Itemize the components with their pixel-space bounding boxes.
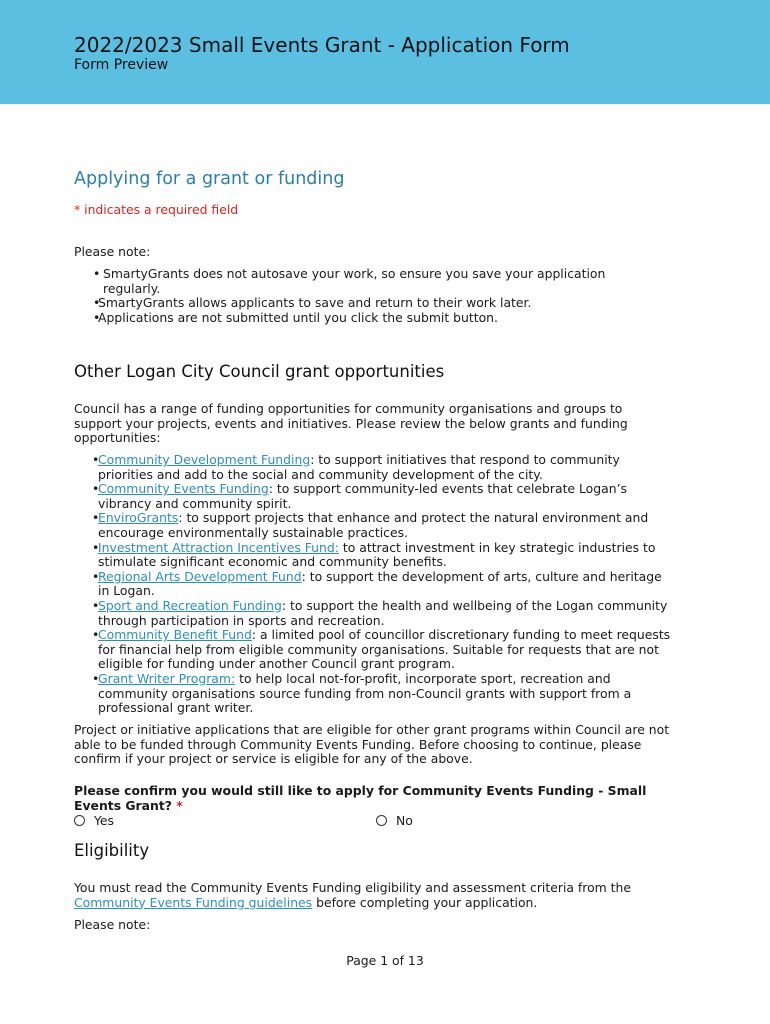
envirogrants-link[interactable]: EnviroGrants <box>98 510 179 526</box>
radio-no[interactable] <box>376 813 413 828</box>
note-item: • Applications are not submitted until you click the submit button. <box>74 311 664 326</box>
form-header <box>0 0 770 104</box>
section-heading-other-grants: Other Logan City Council grant opportunities <box>74 362 445 381</box>
note-item: • SmartyGrants allows applicants to save and return to their work later. <box>74 296 664 311</box>
radio-yes[interactable] <box>74 813 114 828</box>
grant-item-envirogrants: • EnviroGrants: to support projects that enhance and protect the natural environment and encourage environmentally sustainable practices. <box>74 511 674 540</box>
radio-no-circle[interactable] <box>376 815 387 826</box>
eligibility-text: You must read the Community Events Funding eligibility and assessment criteria from the Community Events Funding guidelines before completing your application. <box>74 880 632 910</box>
other-grants-intro: Council has a range of funding opportunities for community organisations and groups to support your projects, events and initiatives. Please review the below grants and funding opportunities: <box>74 401 628 446</box>
note-item: • SmartyGrants does not autosave your work, so ensure you save your application regularly. <box>74 267 664 296</box>
form-subtitle: Form Preview <box>74 57 169 73</box>
please-note-label: Please note: <box>74 244 151 259</box>
grant-opportunities-list <box>74 453 674 716</box>
form-title: 2022/2023 Small Events Grant - Application Form <box>74 33 570 57</box>
radio-no-label: No <box>396 813 413 828</box>
grant-item-community-development: • Community Development Funding: to support initiatives that respond to community priorities and add to the social and community development of the city. <box>74 453 674 482</box>
investment-attraction-link[interactable]: Investment Attraction Incentives Fund: <box>98 539 339 555</box>
required-field-note: * indicates a required field <box>74 202 239 217</box>
radio-yes-circle[interactable] <box>74 815 85 826</box>
grant-item-regional-arts: • Regional Arts Development Fund: to support the development of arts, culture and heritage in Logan. <box>74 570 674 599</box>
grant-item-investment-attraction: • Investment Attraction Incentives Fund: to attract investment in key strategic industries to stimulate significant economic and community benefits. <box>74 541 674 570</box>
eligibility-please-note: Please note: <box>74 917 151 932</box>
notes-list <box>74 267 664 325</box>
confirm-question: Please confirm you would still like to apply for Community Events Funding - Small Events Grant? * <box>74 783 647 813</box>
sport-recreation-link[interactable]: Sport and Recreation Funding <box>98 597 282 613</box>
grant-item-community-benefit: • Community Benefit Fund: a limited pool of councillor discretionary funding to meet requests for financial help from eligible community organisations. Suitable for requests that are not eligible for funding under another Council grant program. <box>74 628 674 672</box>
other-grants-outro: Project or initiative applications that are eligible for other grant programs within Council are not able to be funded through Community Events Funding. Before choosing to continue, please confirm if your project or service is eligible for any of the above. <box>74 722 670 767</box>
grant-item-community-events: • Community Events Funding: to support community-led events that celebrate Logan’s vibrancy and community spirit. <box>74 482 674 511</box>
community-events-funding-link[interactable]: Community Events Funding <box>98 481 269 497</box>
grant-item-sport-recreation: • Sport and Recreation Funding: to support the health and wellbeing of the Logan community through participation in sports and recreation. <box>74 599 674 628</box>
regional-arts-link[interactable]: Regional Arts Development Fund <box>98 568 302 584</box>
radio-yes-label: Yes <box>94 813 115 828</box>
community-benefit-fund-link[interactable]: Community Benefit Fund <box>98 627 252 643</box>
section-heading-applying: Applying for a grant or funding <box>74 169 345 189</box>
community-development-funding-link[interactable]: Community Development Funding <box>98 452 311 467</box>
community-events-guidelines-link[interactable]: Community Events Funding guidelines <box>74 894 313 910</box>
confirm-radio-group <box>74 813 674 829</box>
grant-item-grant-writer: • Grant Writer Program: to help local not-for-profit, incorporate sport, recreation and community organisations source funding from non-Council grants with support from a professional grant writer. <box>74 672 674 716</box>
required-star: * <box>176 797 183 813</box>
page-number: Page 1 of 13 <box>346 953 424 968</box>
section-heading-eligibility: Eligibility <box>74 841 150 860</box>
grant-writer-program-link[interactable]: Grant Writer Program: <box>98 670 236 686</box>
